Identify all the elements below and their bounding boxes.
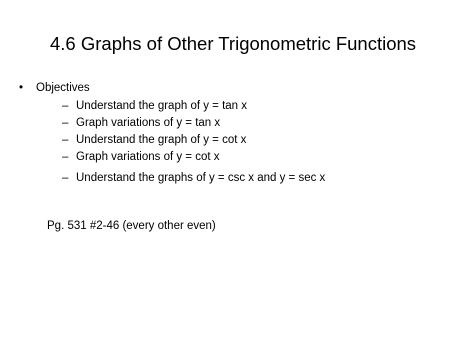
- dash-marker: –: [62, 151, 69, 163]
- objective-text: Graph variations of y = tan x: [76, 117, 221, 129]
- objective-item: [62, 134, 246, 146]
- dash-marker: –: [62, 117, 69, 129]
- objective-text: Understand the graph of y = tan x: [76, 100, 248, 112]
- objective-item: [62, 100, 247, 112]
- objective-text: Graph variations of y = cot x: [76, 151, 220, 163]
- objective-item: [62, 117, 220, 129]
- objective-item: [62, 151, 220, 163]
- slide-title: 4.6 Graphs of Other Trigonometric Functions: [50, 33, 417, 54]
- dash-marker: –: [62, 134, 69, 146]
- objectives-bullet: [19, 82, 90, 94]
- dash-marker: –: [62, 100, 69, 112]
- objective-text: Understand the graph of y = cot x: [76, 134, 247, 146]
- objective-text: Understand the graphs of y = csc x and y = sec x: [76, 172, 326, 184]
- dash-marker: –: [62, 172, 69, 184]
- bullet-marker: •: [19, 82, 24, 94]
- objectives-label: Objectives: [36, 82, 90, 94]
- objective-item: [62, 172, 325, 184]
- assignment-text: Pg. 531 #2-46 (every other even): [47, 220, 216, 232]
